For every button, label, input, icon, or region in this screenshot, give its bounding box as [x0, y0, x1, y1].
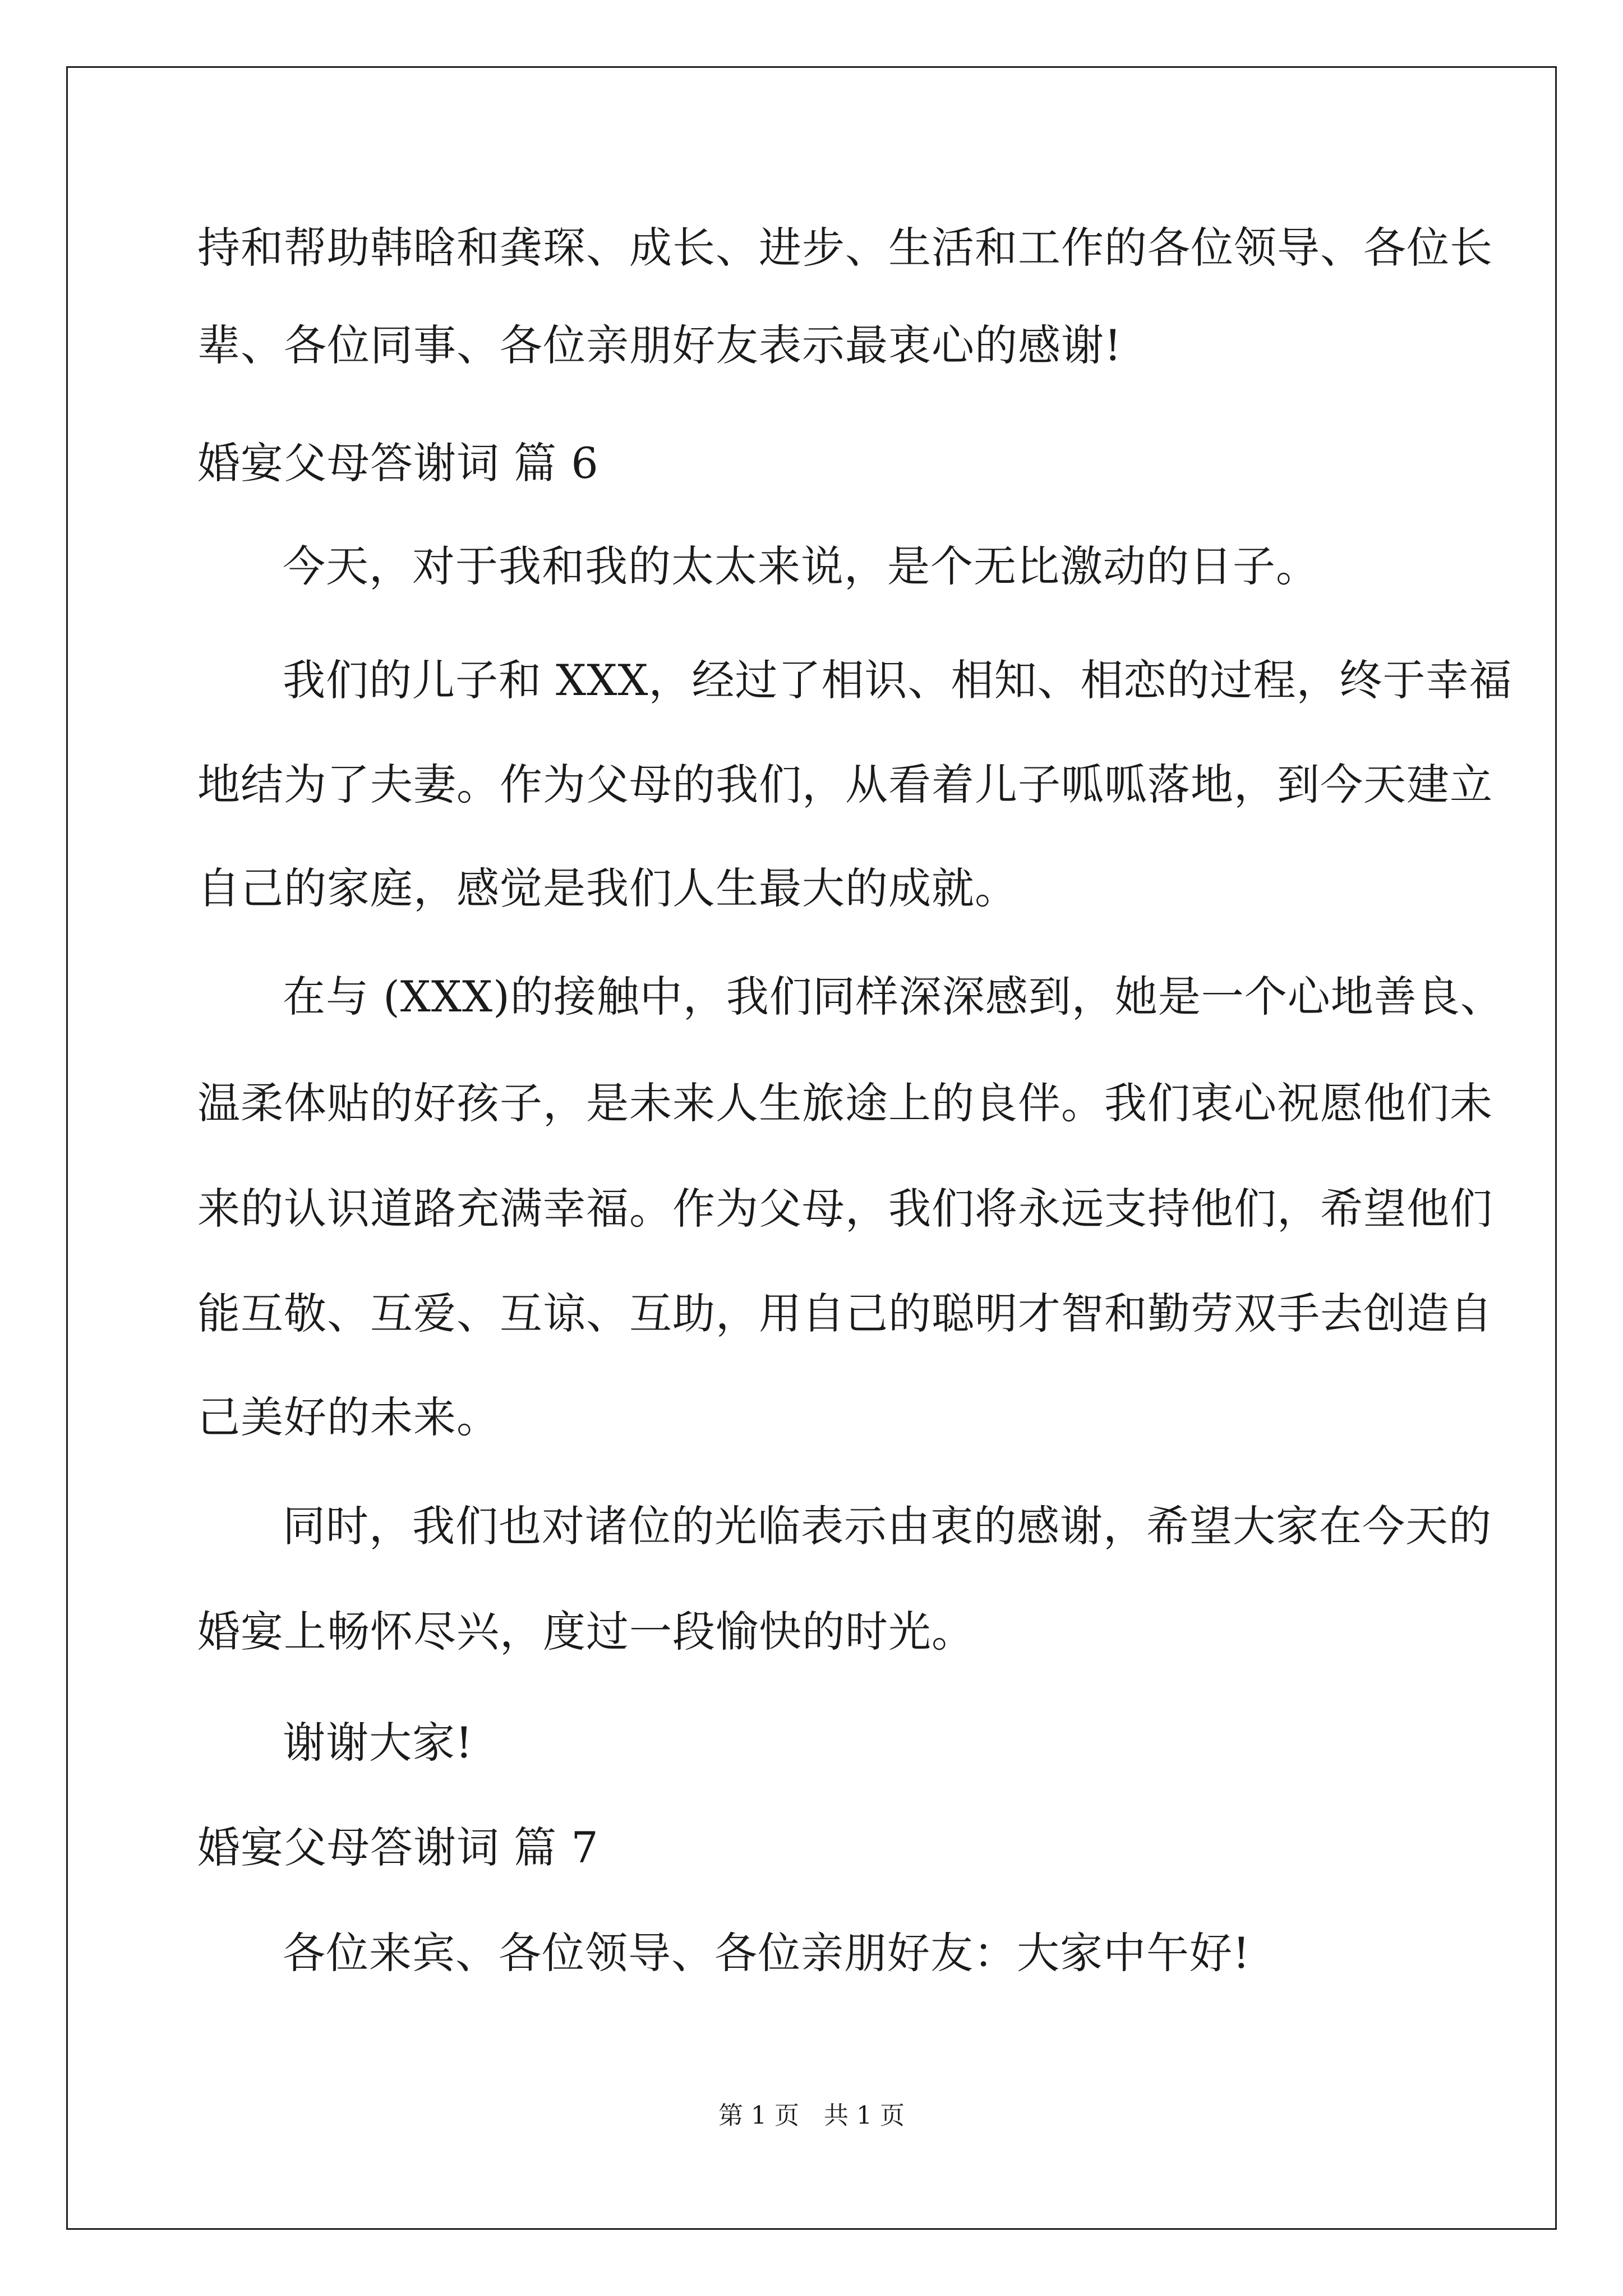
paragraph-line: 己美好的未来。: [197, 1392, 500, 1442]
page-number-footer: 第 1 页 共 1 页: [718, 2101, 905, 2130]
paragraph-line: 来的认识道路充满幸福。作为父母，我们将永远支持他们，希望他们: [197, 1184, 1493, 1234]
paragraph-line: 谢谢大家!: [283, 1718, 473, 1768]
paragraph-line: 持和帮助韩晗和龚琛、成长、进步、生活和工作的各位领导、各位长: [197, 223, 1493, 273]
paragraph-line: 在与 (XXX)的接触中，我们同样深深感到，她是一个心地善良、: [283, 972, 1504, 1022]
paragraph-line: 温柔体贴的好孩子，是未来人生旅途上的良伴。我们衷心祝愿他们未: [197, 1078, 1493, 1128]
paragraph-line: 婚宴上畅怀尽兴，度过一段愉快的时光。: [197, 1607, 975, 1657]
paragraph-line: 各位来宾、各位领导、各位亲朋好友：大家中午好!: [283, 1928, 1251, 1978]
paragraph-line: 自己的家庭，感觉是我们人生最大的成就。: [197, 863, 1018, 913]
paragraph-line: 地结为了夫妻。作为父母的我们，从看着儿子呱呱落地，到今天建立: [197, 760, 1493, 809]
paragraph-line: 能互敬、互爱、互谅、互助，用自己的聪明才智和勤劳双手去创造自: [197, 1289, 1493, 1338]
paragraph-line: 同时，我们也对诸位的光临表示由衷的感谢，希望大家在今天的: [283, 1501, 1492, 1551]
paragraph-line: 辈、各位同事、各位亲朋好友表示最衷心的感谢!: [197, 320, 1122, 370]
paragraph-line: 今天，对于我和我的太太来说，是个无比激动的日子。: [283, 541, 1319, 591]
section-heading: 婚宴父母答谢词 篇 6: [197, 438, 599, 488]
paragraph-line: 我们的儿子和 XXX，经过了相识、相知、相恋的过程，终于幸福: [283, 655, 1513, 705]
page-border: [66, 66, 1557, 2230]
section-heading: 婚宴父母答谢词 篇 7: [197, 1823, 599, 1872]
